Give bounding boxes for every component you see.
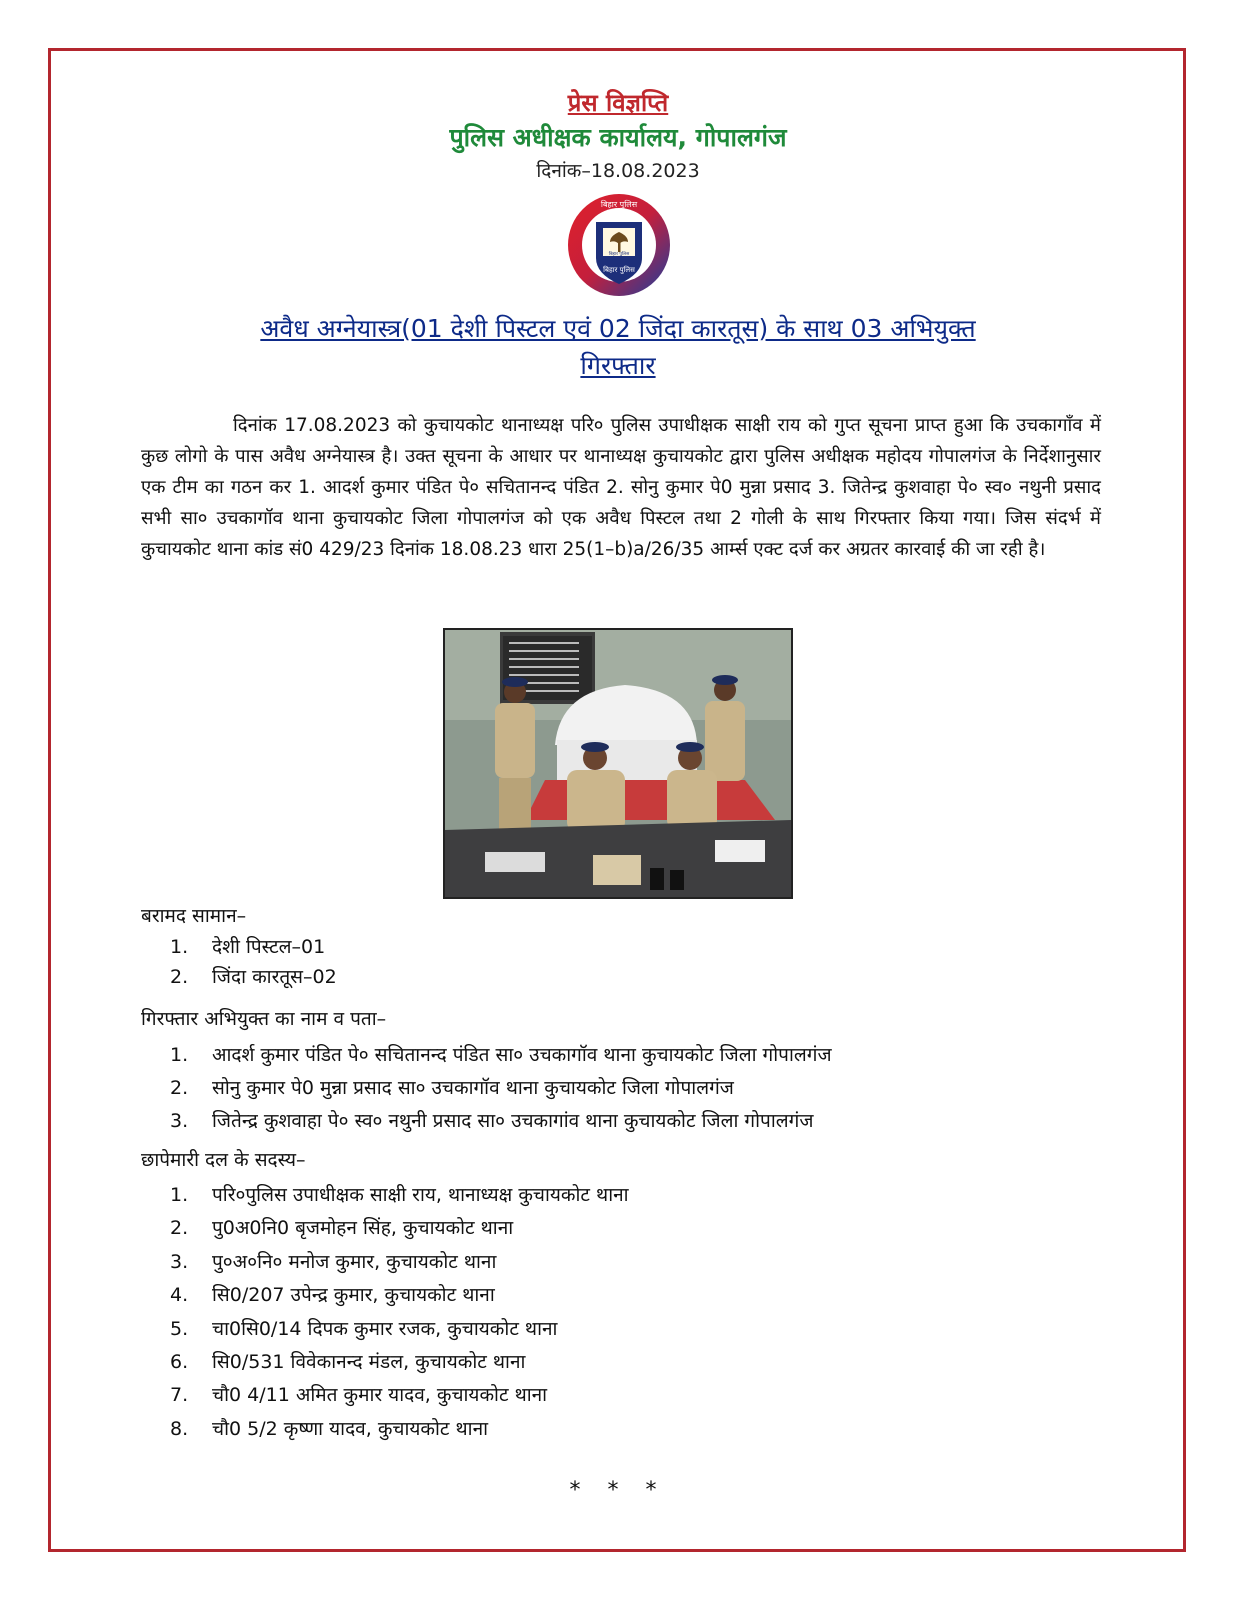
list-item: 2. सोनु कुमार पे0 मुन्ना प्रसाद सा० उचकागॉव थाना कुचायकोट जिला गोपालगंज (170, 1077, 734, 1099)
raid-team-list (170, 1179, 629, 1446)
body-paragraph: दिनांक 17.08.2023 को कुचायकोट थानाध्यक्ष परि० पुलिस उपाधीक्षक साक्षी राय को गुप्त सूचना प्राप्त हुआ कि उचकागाँव में कुछ लोगो के पास अवैध अग्नेयास्त्र है। उक्त सूचना के आधार पर थानाध्यक्ष कुचायकोट द्वारा पुलिस अधीक्षक महोदय गोपालगंज के निर्देशानुसार एक टीम का गठन कर 1. आदर्श कुमार पंडित पे० सचितानन्द पंडित 2. सोनु कुमार पे0 मुन्ना प्रसाद 3. जितेन्द्र कुशवाहा पे० स्व० नथुनी प्रसाद सभी सा० उचकागॉव थाना कुचायकोट जिला गोपालगंज को एक अवैध पिस्टल तथा 2 गोली के साथ गिरफ्तार किया गया। जिस संदर्भ में कुचायकोट थाना कांड सं0 429/23 दिनांक 18.08.23 धारा 25(1–b)a/26/35 आर्म्स एक्ट दर्ज कर अग्रतर कारवाई की जा रही है। (141, 415, 1101, 560)
bihar-police-logo (563, 192, 675, 298)
list-item: 3. जितेन्द्र कुशवाहा पे० स्व० नथुनी प्रसाद सा० उचकागांव थाना कुचायकोट जिला गोपालगंज (170, 1110, 814, 1132)
accused-heading: गिरफ्तार अभियुक्त का नाम व पता– (141, 1008, 387, 1030)
headline-line-2: गिरफ्तार (580, 351, 656, 380)
list-item: 5. चा0सि0/14 दिपक कुमार रजक, कुचायकोट थाना (170, 1317, 558, 1340)
logo-top-text: बिहार पुलिस (600, 200, 638, 209)
press-release-heading: प्रेस विज्ञप्ति (567, 89, 669, 117)
list-item: 3. पु०अ०नि० मनोज कुमार, कुचायकोट थाना (170, 1250, 497, 1273)
end-marker: * * * (569, 1478, 667, 1503)
accused-list (170, 1039, 832, 1138)
office-heading: पुलिस अधीक्षक कार्यालय, गोपालगंज (449, 123, 787, 152)
list-item: 1. परि०पुलिस उपाधीक्षक साक्षी राय, थानाध्यक्ष कुचायकोट थाना (170, 1184, 629, 1206)
arrest-photo (443, 628, 793, 899)
recovered-list (170, 932, 337, 992)
list-item: 1. देशी पिस्टल–01 (170, 936, 326, 958)
headline (0, 310, 1236, 384)
list-item: 6. सि0/531 विवेकानन्द मंडल, कुचायकोट थाना (170, 1351, 526, 1374)
logo-inner-text: बिहार पुलिस (608, 252, 630, 257)
list-item: 4. सि0/207 उपेन्द्र कुमार, कुचायकोट थाना (170, 1284, 495, 1307)
list-item: 7. चौ0 4/11 अमित कुमार यादव, कुचायकोट थाना (170, 1384, 548, 1407)
raid-team-heading: छापेमारी दल के सदस्य– (141, 1149, 306, 1171)
list-item: 2. पु0अ0नि0 बृजमोहन सिंह, कुचायकोट थाना (170, 1217, 514, 1240)
headline-line-1: अवैध अग्नेयास्त्र(01 देशी पिस्टल एवं 02 जिंदा कारतूस) के साथ 03 अभियुक्त (260, 314, 976, 343)
release-date: दिनांक–18.08.2023 (536, 160, 700, 182)
list-item: 1. आदर्श कुमार पंडित पे० सचितानन्द पंडित सा० उचकागॉव थाना कुचायकोट जिला गोपालगंज (170, 1044, 832, 1066)
list-item: 2. जिंदा कारतूस–02 (170, 966, 337, 988)
list-item: 8. चौ0 5/2 कृष्णा यादव, कुचायकोट थाना (170, 1417, 489, 1440)
recovered-heading: बरामद सामान– (141, 905, 247, 927)
logo-bottom-text: बिहार पुलिस (603, 266, 635, 274)
